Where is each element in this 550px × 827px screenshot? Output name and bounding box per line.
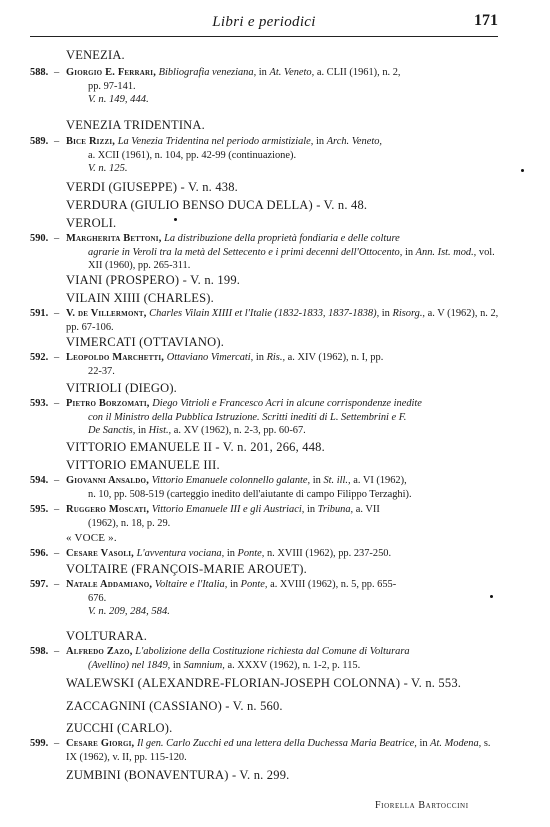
entry-author: Cesare Vasoli, bbox=[66, 548, 134, 559]
entry-author: Alfredo Zazo, bbox=[66, 646, 133, 657]
cross-reference: V. n. 209, 284, 584. bbox=[88, 606, 170, 618]
header-title: Libri e periodici bbox=[212, 14, 316, 30]
entry-journal: Tribuna, bbox=[317, 504, 354, 515]
subject-heading: VENEZIA. bbox=[66, 48, 125, 62]
bib-entry: 598. – Alfredo Zazo, L'abolizione della Costituzione richiesta dal Comune di Volturara (Avellino) nel 1849, in Samnium, a. XXXV (1962), n. 1-2, p. 115. bbox=[30, 646, 410, 671]
entry-number: 597. bbox=[30, 579, 49, 590]
entry-author: V. de Villermont, bbox=[66, 308, 147, 319]
bib-entry: 589. – Bice Rizzi, La Venezia Tridentina nel periodo armistiziale, in Arch. Veneto, a. XCII (1961), n. 104, pp. 42-99 (continuazione). V. n. 125. bbox=[30, 135, 500, 176]
bib-entry: 594. – Giovanni Ansaldo, Vittorio Emanuele colonnello galante, in St. ill., a. VI (1962), n. 10, pp. 508-519 (carteggio inedito dell'aiutante di campo Filippo Terzaghi). bbox=[30, 475, 412, 500]
entry-number: 588. bbox=[30, 67, 49, 78]
entry-journal: Samnium, bbox=[183, 659, 225, 671]
subject-heading: ZUCCHI (CARLO). bbox=[66, 721, 173, 735]
entry-title: Vittorio Emanuele colonnello galante, bbox=[151, 475, 311, 486]
entry-author: Cesare Giorgi, bbox=[66, 738, 135, 749]
entry-author: Ruggero Moscati, bbox=[66, 504, 150, 515]
subject-heading: VITRIOLI (DIEGO). bbox=[66, 381, 178, 395]
entry-title: Vittorio Emanuele III e gli Austriaci, bbox=[151, 504, 305, 515]
subject-heading: VERDURA (GIULIO BENSO DUCA DELLA) - V. n. 48. bbox=[66, 198, 368, 212]
running-header bbox=[30, 10, 498, 37]
entry-number: 591. bbox=[30, 308, 49, 319]
print-speck bbox=[521, 169, 524, 172]
subject-heading: ZACCAGNINI (CASSIANO) - V. n. 560. bbox=[66, 699, 283, 713]
entry-title: Il gen. Carlo Zucchi ed una lettera della Duchessa Maria Beatrice, bbox=[136, 738, 417, 749]
bib-entry: 593. – Pietro Borzomati, Diego Vitrioli e Francesco Acri in alcune corrispondenze inedite con il Ministro della Pubblica Istruzione. Scritti inediti di L. Settembrini e F. De Sanctis, in Hist., a. XV (1962), n. 2-3, pp. 60-67. bbox=[30, 398, 422, 437]
entry-author: Giorgio E. Ferrari, bbox=[66, 67, 157, 78]
entry-title: Diego Vitrioli e Francesco Acri in alcune corrispondenze inedite bbox=[152, 398, 422, 409]
entry-number: 592. bbox=[30, 352, 49, 363]
bib-entry: 592. – Leopoldo Marchetti, Ottaviano Vimercati, in Ris., a. XIV (1962), n. I, pp. 22-37. bbox=[30, 352, 384, 377]
cross-reference: V. n. 125. bbox=[88, 163, 128, 175]
subject-heading: VIMERCATI (OTTAVIANO). bbox=[66, 335, 225, 349]
entry-journal: Ponte, bbox=[240, 579, 268, 590]
bib-entry: 595. – Ruggero Moscati, Vittorio Emanuele III e gli Austriaci, in Tribuna, a. VII (1962), n. 18, p. 29. bbox=[30, 504, 380, 529]
entry-title: Bibliografia veneziana, bbox=[158, 67, 257, 78]
entry-title: L'abolizione della Costituzione richiesta dal Comune di Volturara bbox=[135, 646, 410, 657]
subject-heading: VEROLI. bbox=[66, 216, 117, 230]
entry-title: La Venezia Tridentina nel periodo armistiziale, bbox=[117, 136, 314, 147]
entry-number: 598. bbox=[30, 646, 49, 657]
entry-author: Natale Addamiano, bbox=[66, 579, 153, 590]
cross-reference: V. n. 149, 444. bbox=[88, 94, 149, 106]
entry-journal: Arch. Veneto, bbox=[326, 136, 383, 147]
entry-journal: Ponte, bbox=[237, 548, 265, 559]
entry-author: Pietro Borzomati, bbox=[66, 398, 150, 409]
author-signature: Fiorella Bartoccini bbox=[375, 800, 469, 811]
bib-entry: 591. – V. de Villermont, Charles Vilain XIIII et l'Italie (1832-1833, 1837-1838), in Risorg., a. V (1962), n. 2, pp. 67-106. bbox=[30, 308, 499, 333]
bib-entry: 597. – Natale Addamiano, Voltaire e l'Italia, in Ponte, a. XVIII (1962), n. 5, pp. 655- 676. V. n. 209, 284, 584. bbox=[30, 578, 500, 619]
subject-heading: VITTORIO EMANUELE III. bbox=[66, 458, 220, 472]
entry-journal: At. Modena, bbox=[430, 738, 482, 749]
entry-number: 596. bbox=[30, 548, 49, 559]
entry-title: Charles Vilain XIIII et l'Italie (1832-1833, 1837-1838), bbox=[149, 308, 380, 319]
subject-heading: VILAIN XIIII (CHARLES). bbox=[66, 291, 214, 305]
entry-journal: Hist., bbox=[148, 425, 172, 437]
entry-number: 593. bbox=[30, 398, 49, 409]
entry-journal: St. ill., bbox=[323, 475, 351, 486]
entry-author: Giovanni Ansaldo, bbox=[66, 475, 149, 486]
print-speck bbox=[174, 218, 177, 221]
bib-entry: 590. – Margherita Bettoni, La distribuzione della proprietà fondiaria e delle colture agrarie in Veroli tra la metà del Settecento e i primi decenni dell'Ottocento, in Ann. Ist. mod., vol. XII (1960), pp. 265-311. bbox=[30, 233, 495, 272]
entry-title: Voltaire e l'Italia, bbox=[154, 579, 228, 590]
entry-journal: Ris., bbox=[266, 352, 286, 363]
page-number: 171 bbox=[474, 12, 498, 29]
entry-journal: At. Veneto, bbox=[269, 67, 315, 78]
subject-heading: « VOCE ». bbox=[66, 532, 117, 544]
entry-number: 595. bbox=[30, 504, 49, 515]
subject-heading: VERDI (GIUSEPPE) - V. n. 438. bbox=[66, 180, 239, 194]
subject-heading: VITTORIO EMANUELE II - V. n. 201, 266, 448. bbox=[66, 440, 325, 454]
print-speck bbox=[490, 595, 493, 598]
entry-number: 589. bbox=[30, 136, 49, 147]
subject-heading: VENEZIA TRIDENTINA. bbox=[66, 118, 205, 132]
entry-number: 594. bbox=[30, 475, 49, 486]
entry-number: 599. bbox=[30, 738, 49, 749]
entry-title: La distribuzione della proprietà fondiaria e delle colture bbox=[164, 233, 400, 244]
subject-heading: ZUMBINI (BONAVENTURA) - V. n. 299. bbox=[66, 768, 290, 782]
bib-entry: 596. – Cesare Vasoli, L'avventura vociana, in Ponte, n. XVIII (1962), pp. 237-250. bbox=[30, 548, 392, 559]
entry-author: Margherita Bettoni, bbox=[66, 233, 162, 244]
entry-journal: Risorg., bbox=[392, 308, 426, 319]
bib-entry: 599. – Cesare Giorgi, Il gen. Carlo Zucchi ed una lettera della Duchessa Maria Beatrice, in At. Modena, s. IX (1962), v. II, pp. 115-120. bbox=[30, 738, 491, 763]
entry-author: Leopoldo Marchetti, bbox=[66, 352, 165, 363]
entry-title: Ottaviano Vimercati, bbox=[166, 352, 254, 363]
entry-number: 590. bbox=[30, 233, 49, 244]
bib-entry: 588. – Giorgio E. Ferrari, Bibliografia veneziana, in At. Veneto, a. CLII (1961), n. 2, pp. 97-141. V. n. 149, 444. bbox=[30, 66, 500, 107]
entry-journal: Ann. Ist. mod., bbox=[415, 246, 477, 258]
entry-title: L'avventura vociana, bbox=[136, 548, 225, 559]
entry-author: Bice Rizzi, bbox=[66, 136, 116, 147]
subject-heading: VOLTAIRE (FRANÇOIS-MARIE AROUET). bbox=[66, 562, 307, 576]
subject-heading: WALEWSKI (ALEXANDRE-FLORIAN-JOSEPH COLONNA) - V. n. 553. bbox=[66, 676, 462, 690]
subject-heading: VOLTURARA. bbox=[66, 629, 148, 643]
subject-heading: VIANI (PROSPERO) - V. n. 199. bbox=[66, 273, 241, 287]
